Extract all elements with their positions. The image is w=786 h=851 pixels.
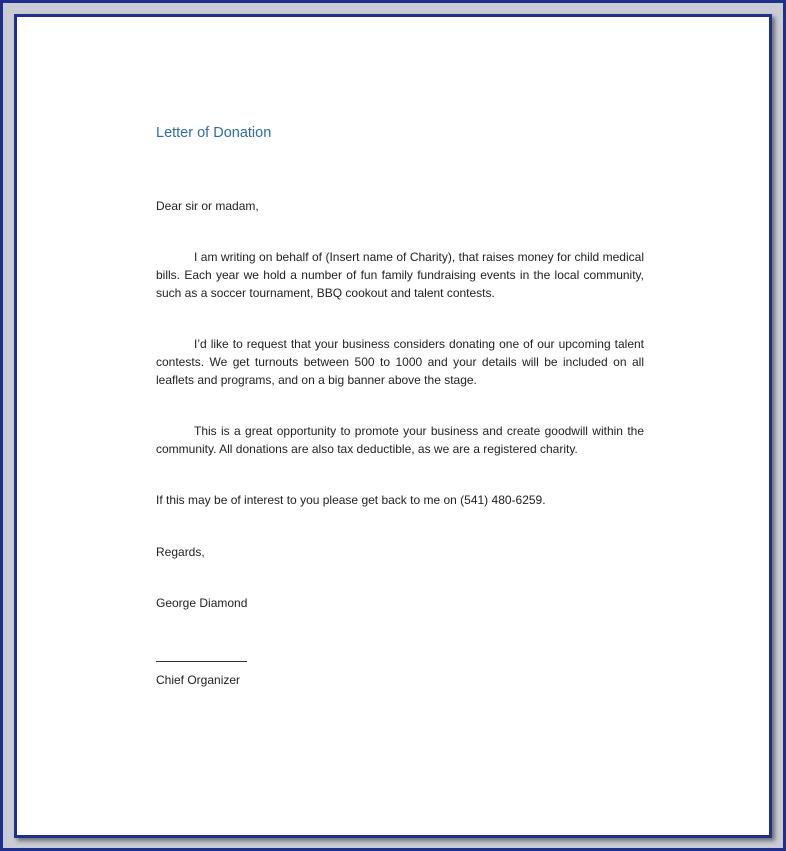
paragraph-2: I’d like to request that your business considers donating one of our upcoming talent contests. We get turnouts between 500 to 1000 and your details will be included on all leaflets and programs, and on a big banner above the stage. xyxy=(156,337,644,387)
signature-line xyxy=(156,661,247,662)
paragraph-3: This is a great opportunity to promote your business and create goodwill within the community. All donations are also tax deductible, as we are a registered charity. xyxy=(156,424,644,456)
signer-name: George Diamond xyxy=(156,596,248,610)
closing: Regards, xyxy=(156,545,205,559)
document-page xyxy=(14,14,772,838)
letter-body xyxy=(17,17,769,835)
letter-title: Letter of Donation xyxy=(156,125,272,141)
signer-title: Chief Organizer xyxy=(156,673,241,687)
greeting: Dear sir or madam, xyxy=(156,199,259,213)
paragraph-1: I am writing on behalf of (Insert name of Charity), that raises money for child medical bills. Each year we hold a number of fun family fundraising events in the local community, such as a soccer tournament, BBQ cookout and talent contests. xyxy=(156,250,644,300)
contact-line: If this may be of interest to you please get back to me on (541) 480-6259. xyxy=(156,493,546,507)
